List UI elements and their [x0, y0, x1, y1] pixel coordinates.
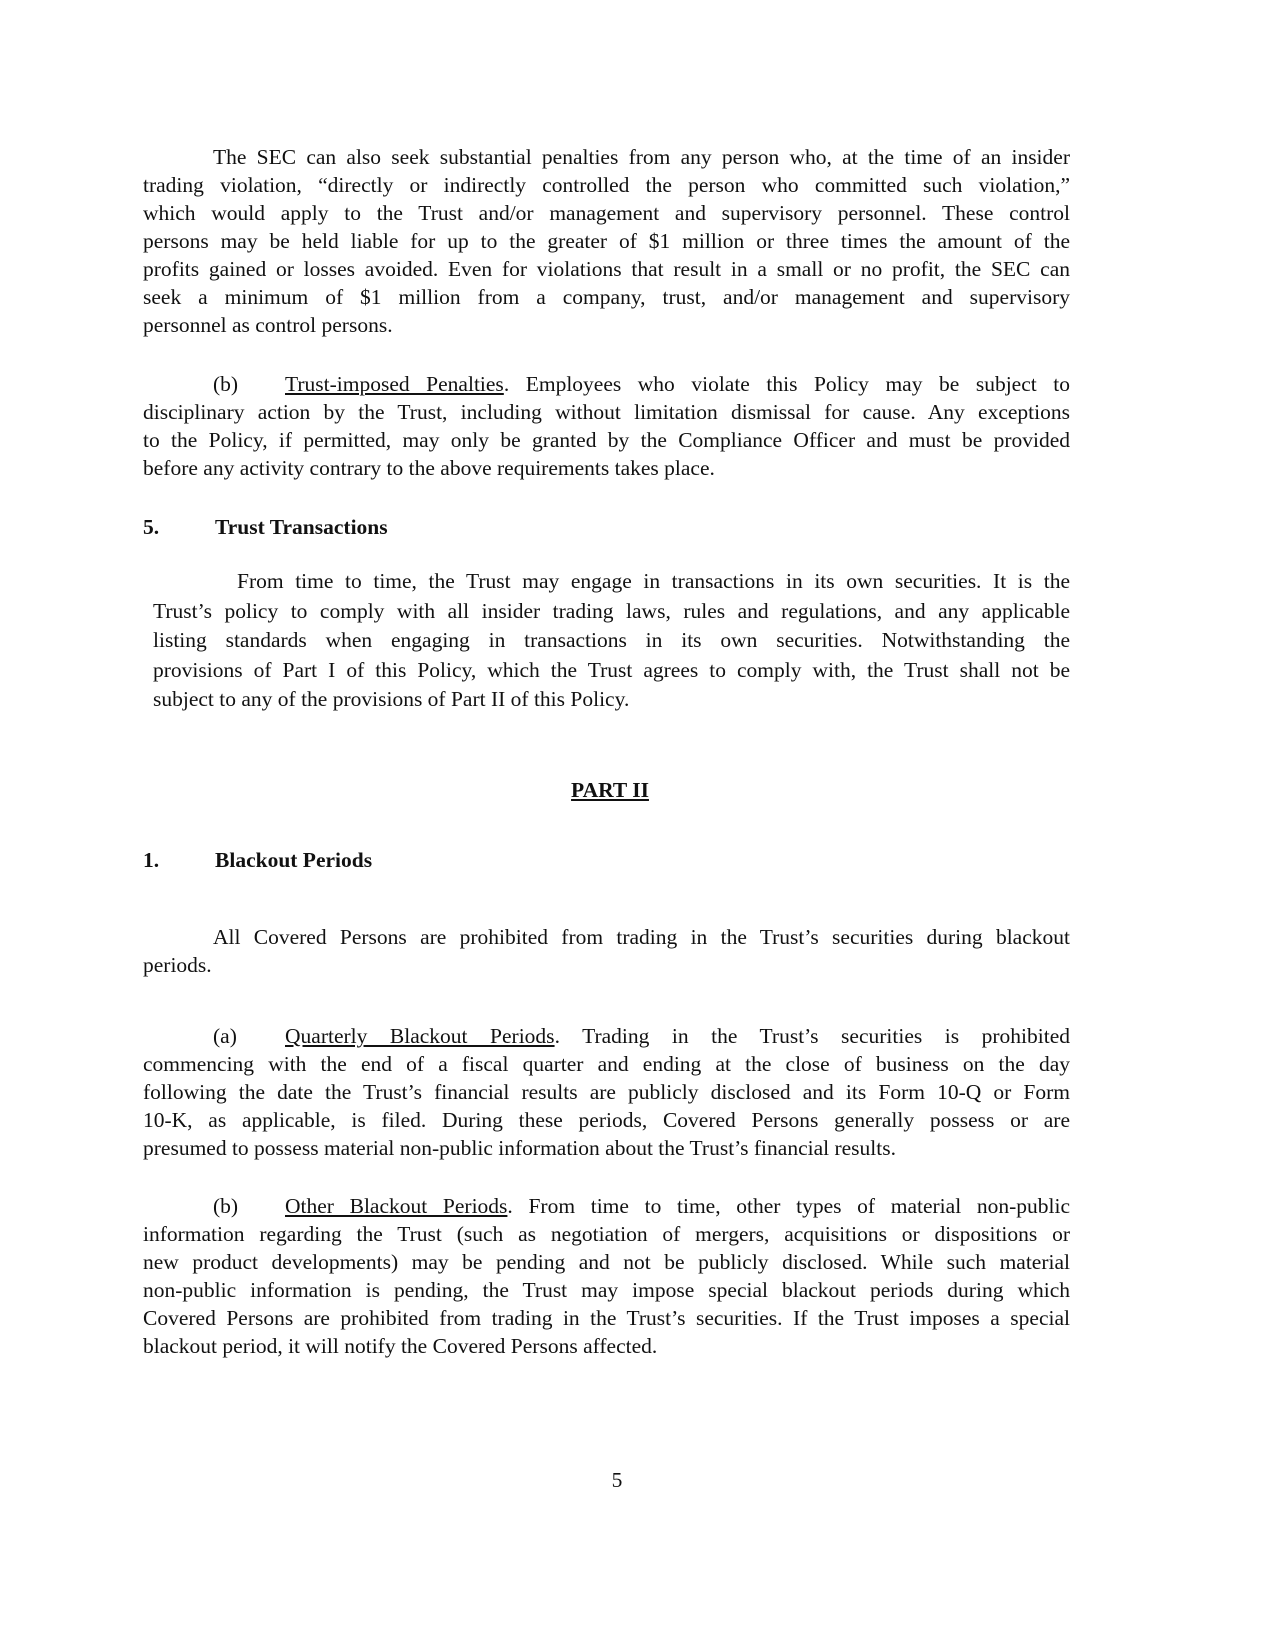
- paragraph-blackout-intro: [143, 923, 1070, 979]
- text-line: which would apply to the Trust and/or management and supervisory personnel. These control: [143, 201, 1070, 225]
- item-label: (b): [213, 1194, 239, 1218]
- paragraph-trust-imposed-penalties: [143, 370, 1070, 482]
- text-line: [143, 1192, 1070, 1220]
- text-line: non-public information is pending, the Trust may impose special blackout periods during which: [143, 1278, 1070, 1302]
- text-line: Covered Persons are prohibited from trading in the Trust’s securities. If the Trust imposes a special: [143, 1306, 1070, 1330]
- subheading: Trust-imposed Penalties: [285, 372, 504, 396]
- section-number: 5.: [143, 515, 160, 539]
- text-run: . From time to time, other types of material non-public: [507, 1194, 1070, 1218]
- text-line: commencing with the end of a fiscal quarter and ending at the close of business on the day: [143, 1052, 1070, 1076]
- text-line: to the Policy, if permitted, may only be granted by the Compliance Officer and must be provided: [143, 428, 1070, 452]
- text-run: . Trading in the Trust’s securities is prohibited: [554, 1024, 1070, 1048]
- text-line: [143, 1022, 1070, 1050]
- text-line: 10-K, as applicable, is filed. During these periods, Covered Persons generally possess or are: [143, 1108, 1070, 1132]
- section-heading-5: [143, 513, 388, 541]
- paragraph-control-person-penalties: [143, 143, 1070, 339]
- text-line: new product developments) may be pending and not be publicly disclosed. While such material: [143, 1250, 1070, 1274]
- text-line: before any activity contrary to the above requirements takes place.: [143, 456, 715, 480]
- text-line: seek a minimum of $1 million from a company, trust, and/or management and supervisory: [143, 285, 1070, 309]
- section-title: Trust Transactions: [215, 515, 388, 539]
- subheading: Other Blackout Periods: [285, 1194, 508, 1218]
- text-line: profits gained or losses avoided. Even for violations that result in a small or no profit, the SEC can: [143, 257, 1070, 281]
- text-line: All Covered Persons are prohibited from trading in the Trust’s securities during blackout: [213, 925, 1070, 949]
- text-line: persons may be held liable for up to the greater of $1 million or three times the amount of the: [143, 229, 1070, 253]
- item-label: (a): [213, 1024, 237, 1048]
- text-line: trading violation, “directly or indirectly controlled the person who committed such violation,”: [143, 173, 1070, 197]
- text-line: blackout period, it will notify the Covered Persons affected.: [143, 1334, 658, 1358]
- text-line: presumed to possess material non-public information about the Trust’s financial results.: [143, 1136, 896, 1160]
- text-line: information regarding the Trust (such as negotiation of mergers, acquisitions or dispositions or: [143, 1222, 1070, 1246]
- text-line: The SEC can also seek substantial penalties from any person who, at the time of an insider: [213, 145, 1070, 169]
- text-line: [143, 370, 1070, 398]
- page-number: 5: [611, 1468, 623, 1492]
- text-line: listing standards when engaging in transactions in its own securities. Notwithstanding the: [153, 628, 1070, 652]
- text-line: disciplinary action by the Trust, including without limitation dismissal for cause. Any exceptions: [143, 400, 1070, 424]
- text-line: personnel as control persons.: [143, 313, 393, 337]
- section-number: 1.: [143, 848, 160, 872]
- text-line: provisions of Part I of this Policy, which the Trust agrees to comply with, the Trust shall not be: [153, 657, 1070, 682]
- section-heading-1: [143, 846, 372, 874]
- paragraph-trust-transactions: [153, 567, 1070, 715]
- text-line: periods.: [143, 953, 212, 977]
- text-line: subject to any of the provisions of Part II of this Policy.: [153, 687, 630, 711]
- part-title: PART II: [571, 778, 649, 802]
- paragraph-quarterly-blackout: [143, 1022, 1070, 1162]
- text-line: Trust’s policy to comply with all insider trading laws, rules and regulations, and any applicable: [153, 598, 1070, 623]
- subheading: Quarterly Blackout Periods: [285, 1024, 555, 1048]
- text-line: following the date the Trust’s financial results are publicly disclosed and its Form 10-Q or Form: [143, 1080, 1070, 1104]
- text-run: . Employees who violate this Policy may be subject to: [503, 372, 1070, 396]
- section-title: Blackout Periods: [215, 848, 373, 872]
- text-line: From time to time, the Trust may engage in transactions in its own securities. It is the: [237, 569, 1070, 593]
- item-label: (b): [213, 372, 239, 396]
- paragraph-other-blackout: [143, 1192, 1070, 1360]
